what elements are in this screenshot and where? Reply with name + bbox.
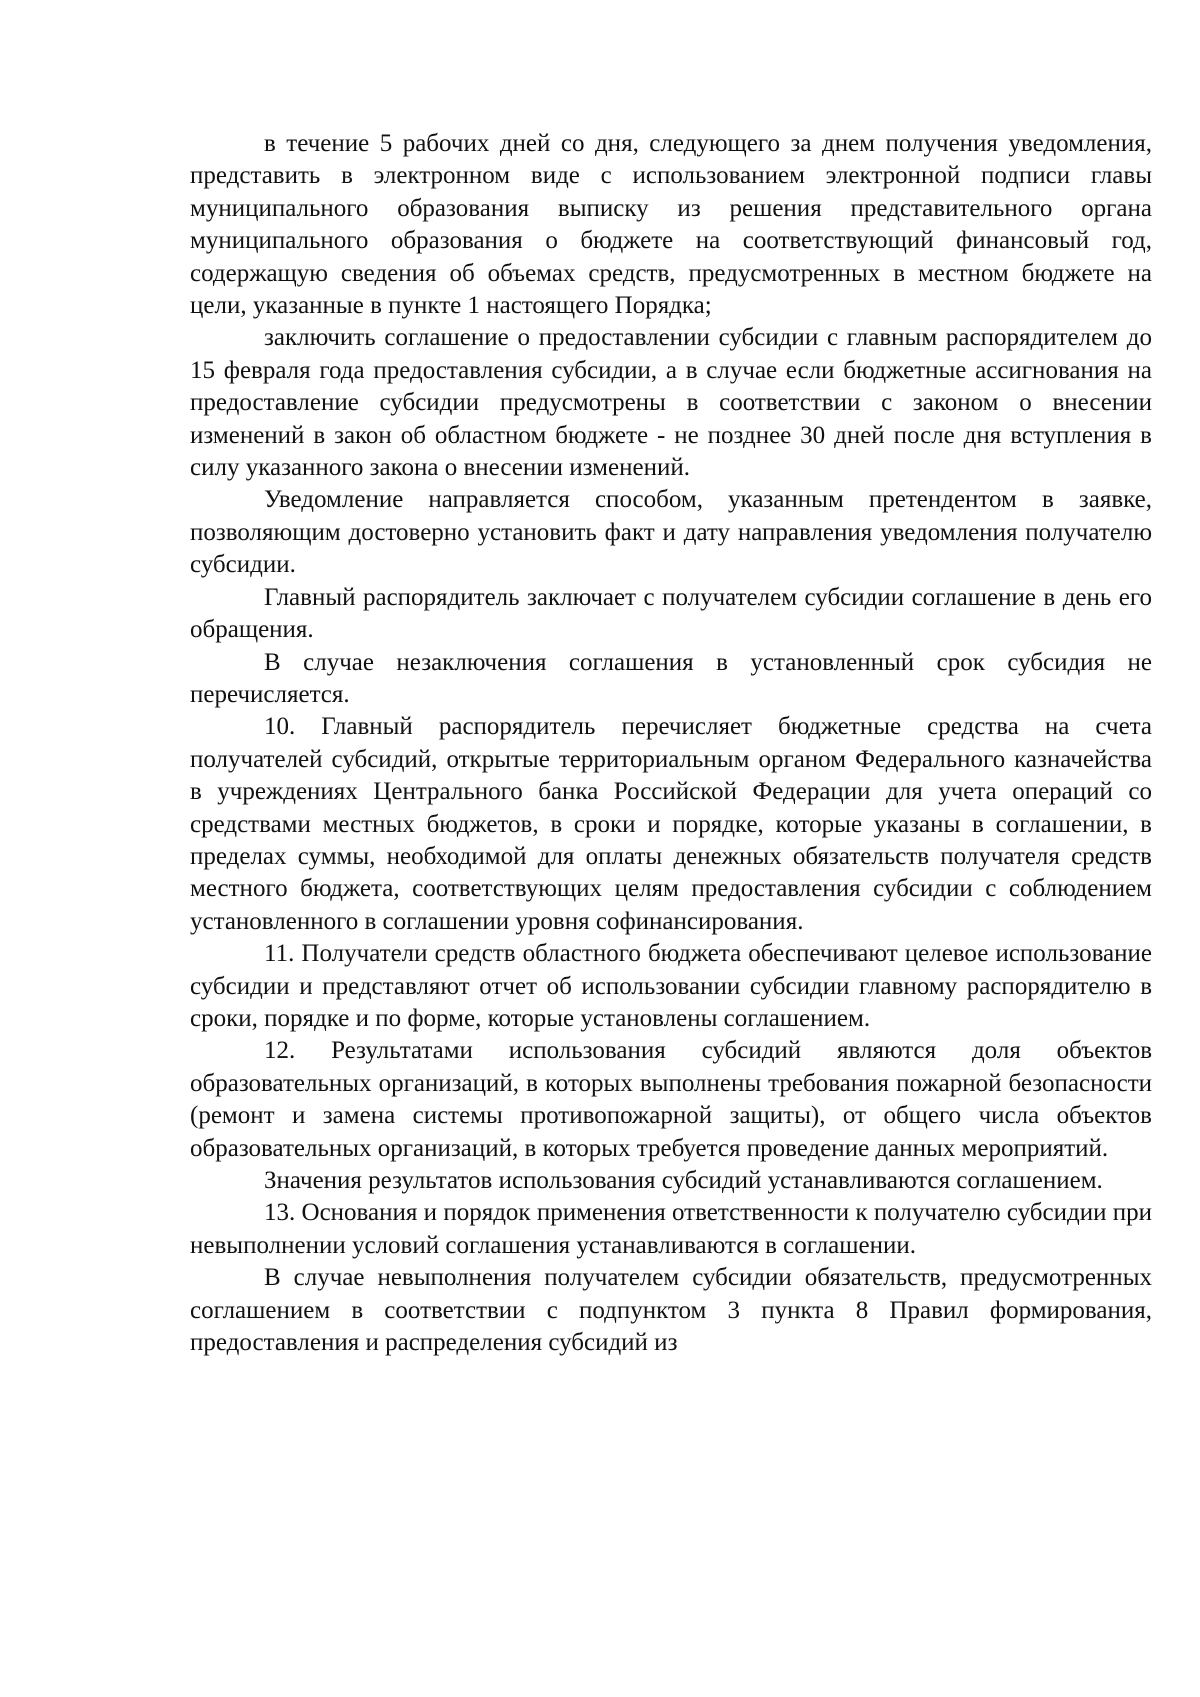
paragraph-5: В случае незаключения соглашения в установленный срок субсидия не перечисляется. — [190, 648, 1152, 708]
paragraph-8: 12. Результатами использования субсидий являются доля объектов образовательных организаций, в которых выполнены требования пожарной безопасности (ремонт и замена системы противопожарной защиты), от общего числа объектов образовательных организаций, в которых требуется проведение данных мероприятий. — [190, 1037, 1152, 1162]
paragraph-7: 11. Получатели средств областного бюджета обеспечивают целевое использование субсидии и представляют отчет об использовании субсидии главному распорядителю в сроки, порядке и по форме, которые установлены соглашением. — [190, 940, 1152, 1032]
paragraph-11: В случае невыполнения получателем субсидии обязательств, предусмотренных соглашением в соответствии с подпунктом 3 пункта 8 Правил формирования, предоставления и распределения субсидий из — [190, 1264, 1152, 1357]
paragraph-10: 13. Основания и порядок применения ответственности к получателю субсидии при невыполнении условий соглашения устанавливаются в соглашении. — [190, 1199, 1152, 1259]
paragraph-2: заключить соглашение о предоставлении субсидии с главным распорядителем до 15 февраля года предоставления субсидии, а в случае если бюджетные ассигнования на предоставление субсидии предусмотрены в соответствии с законом о внесении изменений в закон об областном бюджете - не позднее 30 дней после дня вступления в силу указанного закона о внесении изменений. — [190, 324, 1152, 482]
paragraph-3: Уведомление направляется способом, указанным претендентом в заявке, позволяющим достоверно установить факт и дату направления уведомления получателю субсидии. — [190, 486, 1152, 579]
paragraph-1: в течение 5 рабочих дней со дня, следующего за днем получения уведомления, представить в электронном виде с использованием электронной подписи главы муниципального образования выписку из решения представительного органа муниципального образования о бюджете на соответствующий финансовый год, содержащую сведения об объемах средств, предусмотренных в местном бюджете на цели, указанные в пункте 1 настоящего Порядка; — [190, 130, 1152, 320]
paragraph-6: 10. Главный распорядитель перечисляет бюджетные средства на счета получателей субсидий, открытые территориальным органом Федерального казначейства в учреждениях Центрального банка Российской Федерации для учета операций со средствами местных бюджетов, в сроки и порядке, которые указаны в соглашении, в пределах суммы, необходимой для оплаты денежных обязательств получателя средств местного бюджета, соответствующих целям предоставления субсидии с соблюдением установленного в соглашении уровня софинансирования. — [190, 713, 1152, 935]
paragraph-9: Значения результатов использования субсидий устанавливаются соглашением. — [264, 1167, 1103, 1194]
paragraph-4: Главный распорядитель заключает с получателем субсидии соглашение в день его обращения. — [190, 583, 1152, 644]
document-text — [190, 128, 1152, 1359]
